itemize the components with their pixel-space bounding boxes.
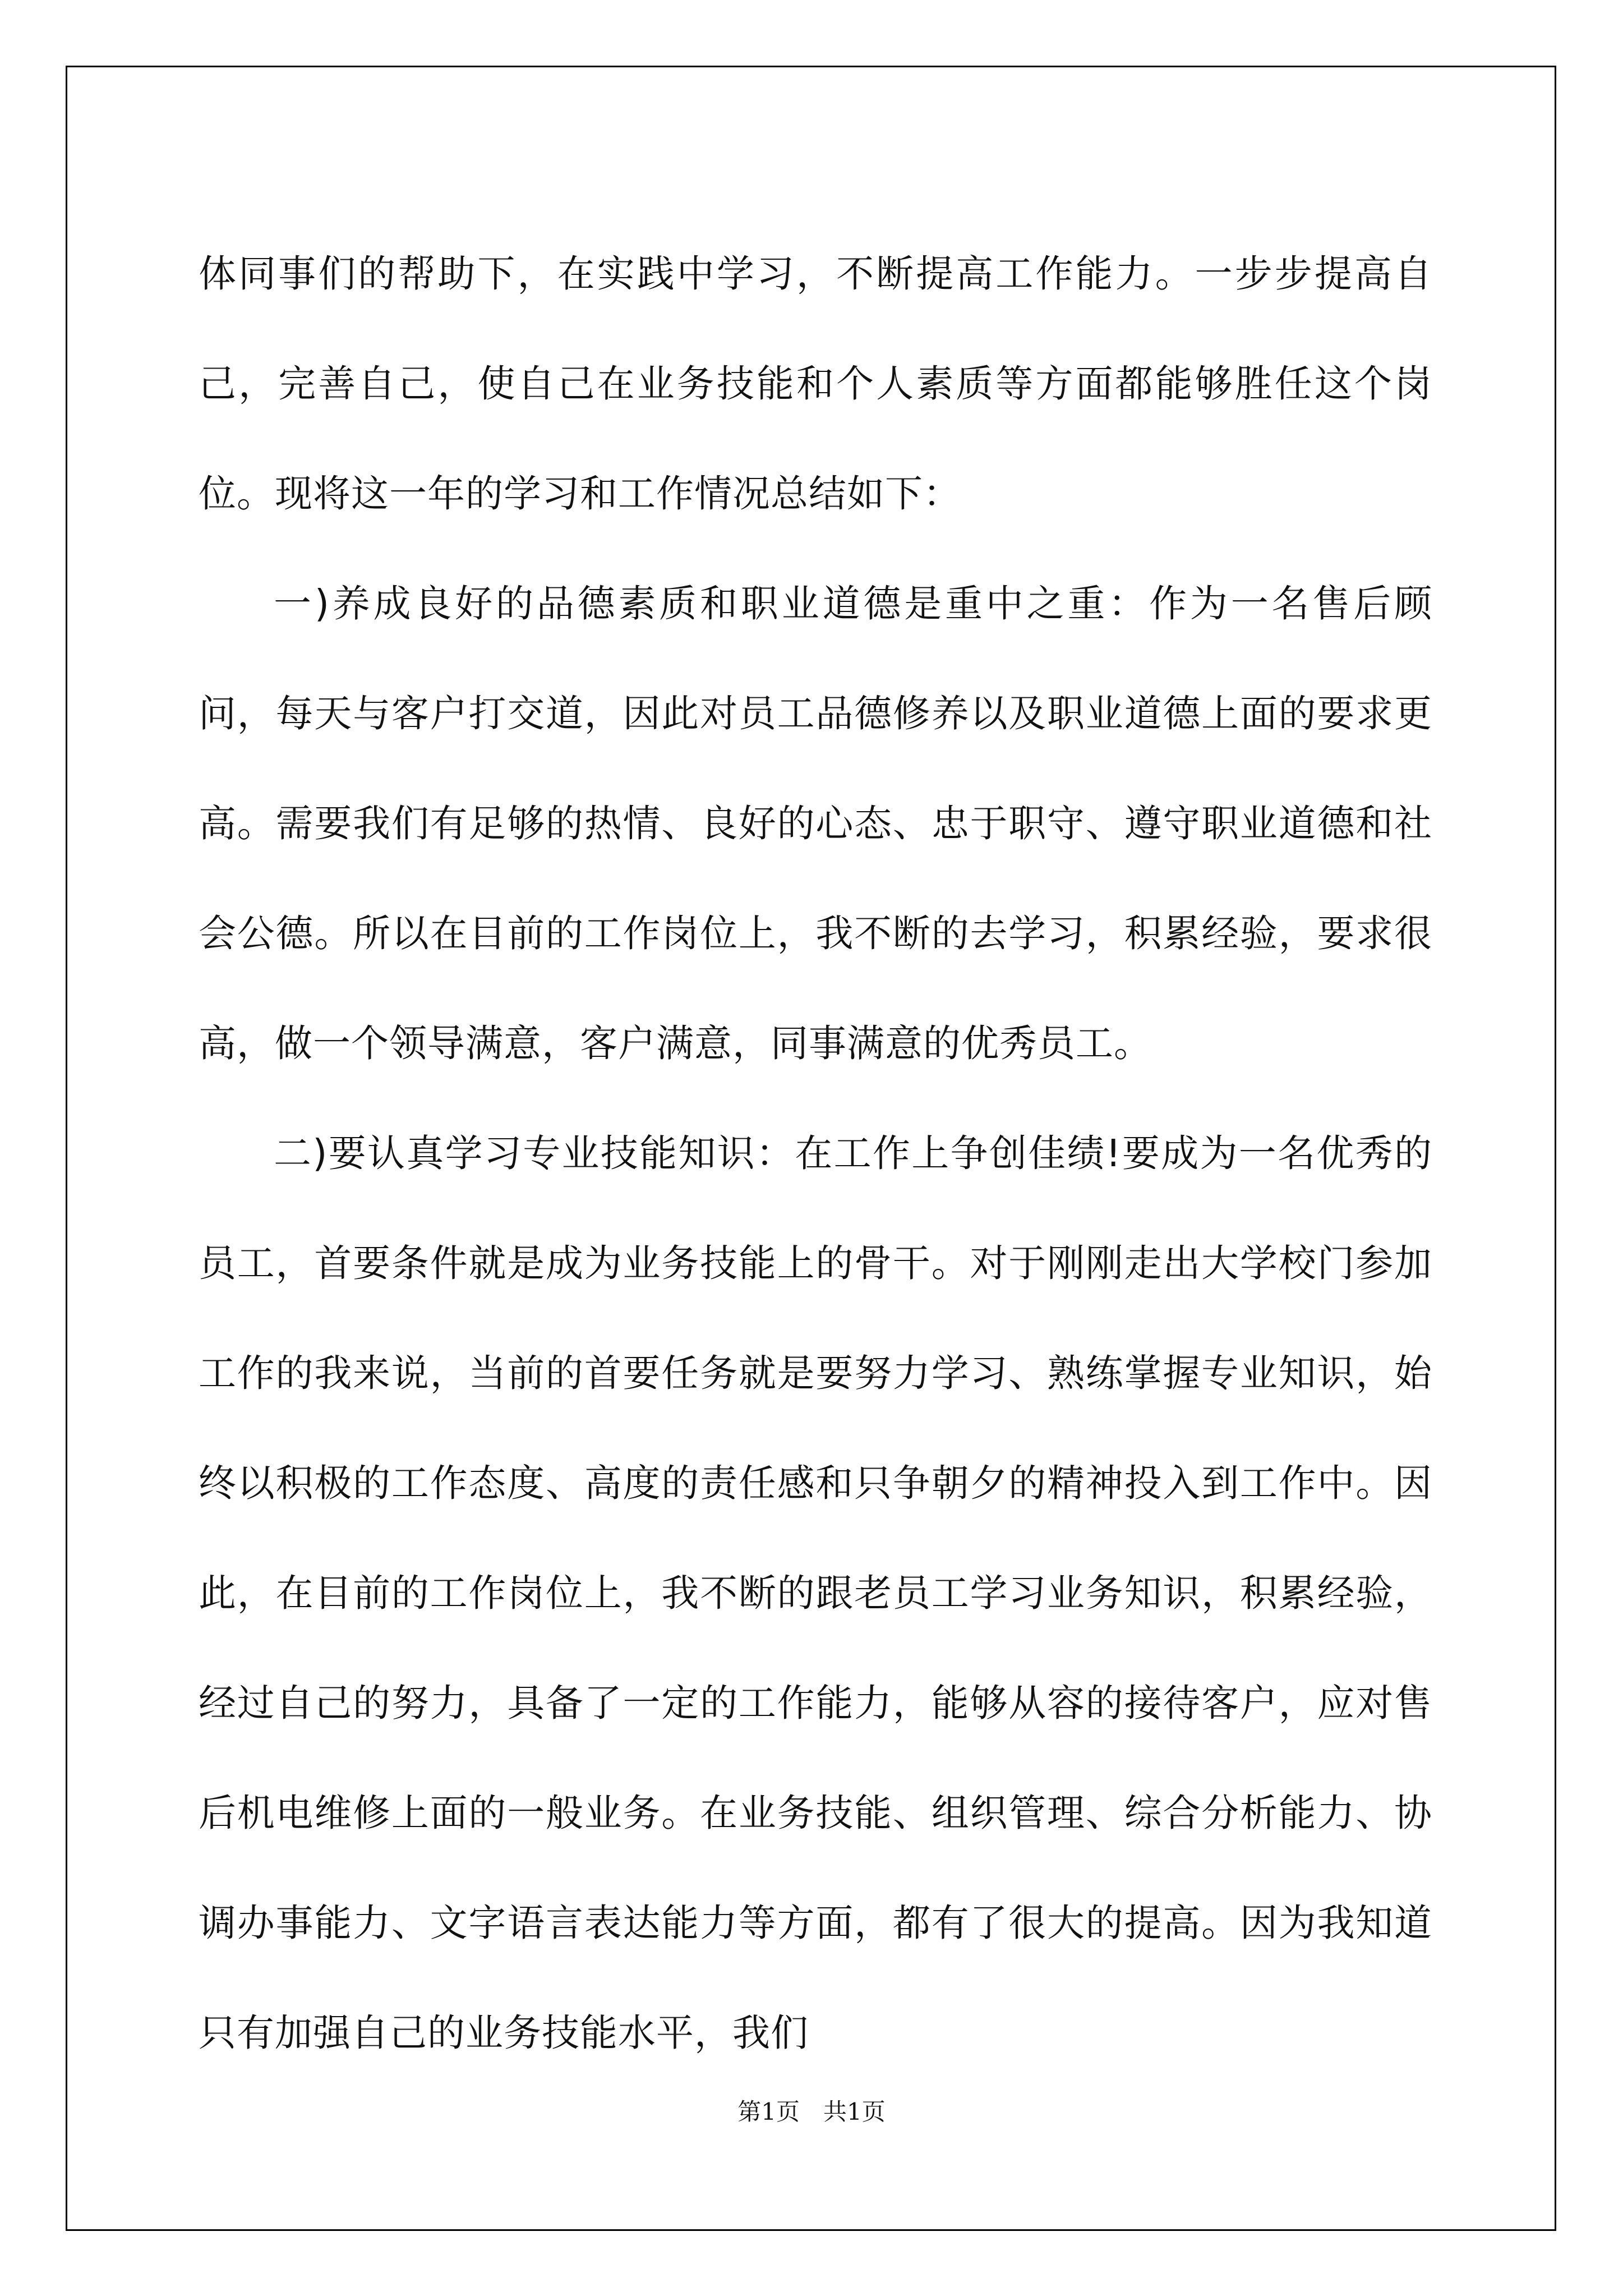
paragraph-1: 体同事们的帮助下，在实践中学习，不断提高工作能力。一步步提高自己，完善自己，使自己在业务技能和个人素质等方面都能够胜任这个岗位。现将这一年的学习和工作情况总结如下：: [199, 252, 1432, 516]
paragraph-2: 一)养成良好的品德素质和职业道德是重中之重：作为一名售后顾问，每天与客户打交道，因此对员工品德修养以及职业道德上面的要求更高。需要我们有足够的热情、良好的心态、忠于职守、遵守职业道德和社会公德。所以在目前的工作岗位上，我不断的去学习，积累经验，要求很高，做一个领导满意，客户满意，同事满意的优秀员工。: [199, 582, 1432, 1065]
paragraph-3: 二)要认真学习专业技能知识：在工作上争创佳绩!要成为一名优秀的员工，首要条件就是成为业务技能上的骨干。对于刚刚走出大学校门参加工作的我来说，当前的首要任务就是要努力学习、熟练掌握专业知识，始终以积极的工作态度、高度的责任感和只争朝夕的精神投入到工作中。因此，在目前的工作岗位上，我不断的跟老员工学习业务知识，积累经验，经过自己的努力，具备了一定的工作能力，能够从容的接待客户，应对售后机电维修上面的一般业务。在业务技能、组织管理、综合分析能力、协调办事能力、文字语言表达能力等方面，都有了很大的提高。因为我知道只有加强自己的业务技能水平，我们: [199, 1131, 1432, 2055]
page-footer: 第1页 共1页: [737, 2098, 886, 2125]
document-body: [199, 219, 1432, 2088]
